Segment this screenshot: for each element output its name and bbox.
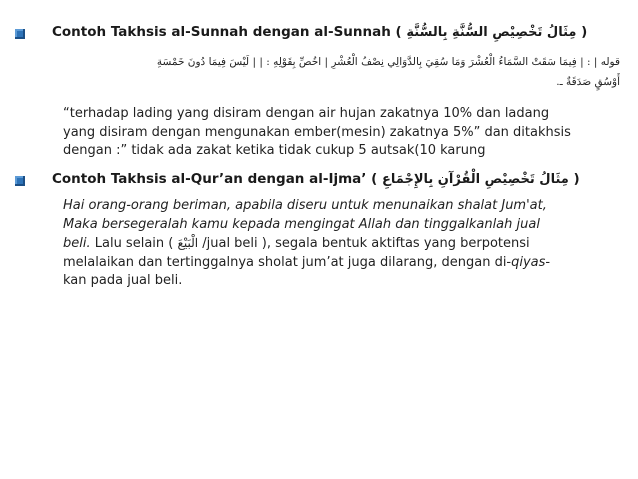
para-line-1: Hai orang-orang beriman, apabila diseru untuk menunaikan shalat Jum'at, xyxy=(63,198,547,213)
para-line-4-end: - xyxy=(545,254,551,270)
para-line-5: kan pada jual beli. xyxy=(63,273,183,288)
section1-heading xyxy=(52,24,587,40)
section1-arabic-hadith xyxy=(52,52,620,92)
section2-heading xyxy=(52,171,580,187)
section2-paragraph xyxy=(63,197,628,291)
quote-line-2: yang disiram dengan mengunakan ember(mesin) zakatnya 5%” dan ditakhsis xyxy=(63,124,571,140)
section1-title-arabic: مِثَالُ تَخْصِيْصِ السُّنَّةِ بِالسُّنَّةِ xyxy=(406,25,577,40)
quote-line-3: dengan :” tidak ada zakat ketika tidak cukup 5 autsak(10 karung xyxy=(63,143,486,158)
section2-title-arabic: مِثَالُ تَخْصِيْصِ الْقُرْآنِ بِالإِجْمَاعِ xyxy=(381,172,569,187)
square-bullet-icon xyxy=(15,176,25,186)
arabic-line-2: أَوْسُقٍ صَدَقَةٌ ـ. xyxy=(556,76,620,88)
para-line-3-text-b: /jual beli ), segala bentuk aktiftas yang berpotensi xyxy=(198,236,530,251)
para-line-4-italic: qiyas xyxy=(511,254,546,270)
arabic-line-1: قوله | : | فِيمَا سَقَتْ السَّمَاءُ الْعُشْرَ وَمَا سُقِيَ بِالدَّوَالِي نِصْفُ الْعُشْرِ | اخُصِّ بِقَوْلِهِ : | | لَيْسَ فِيمَا دُونَ خَمْسَةِ xyxy=(156,56,620,68)
para-line-3-italic: beli. xyxy=(63,236,91,251)
para-line-3-text-a: Lalu selain ( xyxy=(90,236,178,251)
para-line-2: Maka bersegeralah kamu kepada mengingat Allah dan tinggalkanlah jual xyxy=(63,216,540,232)
para-line-3 xyxy=(63,234,628,254)
section2-title-latin: Contoh Takhsis al-Qur’an dengan al-Ijma’ ( xyxy=(52,171,382,187)
square-bullet-icon xyxy=(15,29,25,39)
para-line-4-text: melalaikan dan tertinggalnya sholat jum’at juga dilarang, dengan di- xyxy=(63,254,512,270)
section1-title-close: ) xyxy=(576,24,588,40)
para-line-3-arabic: الْبَيْعَ xyxy=(177,236,199,250)
section1-title-latin: Contoh Takhsis al-Sunnah dengan al-Sunnah ( xyxy=(52,24,407,40)
section2-title-close: ) xyxy=(568,171,580,187)
quote-line-1: “terhadap lading yang disiram dengan air hujan zakatnya 10% dan ladang xyxy=(63,106,550,121)
para-line-4 xyxy=(63,254,628,273)
section1-quote xyxy=(63,105,623,161)
